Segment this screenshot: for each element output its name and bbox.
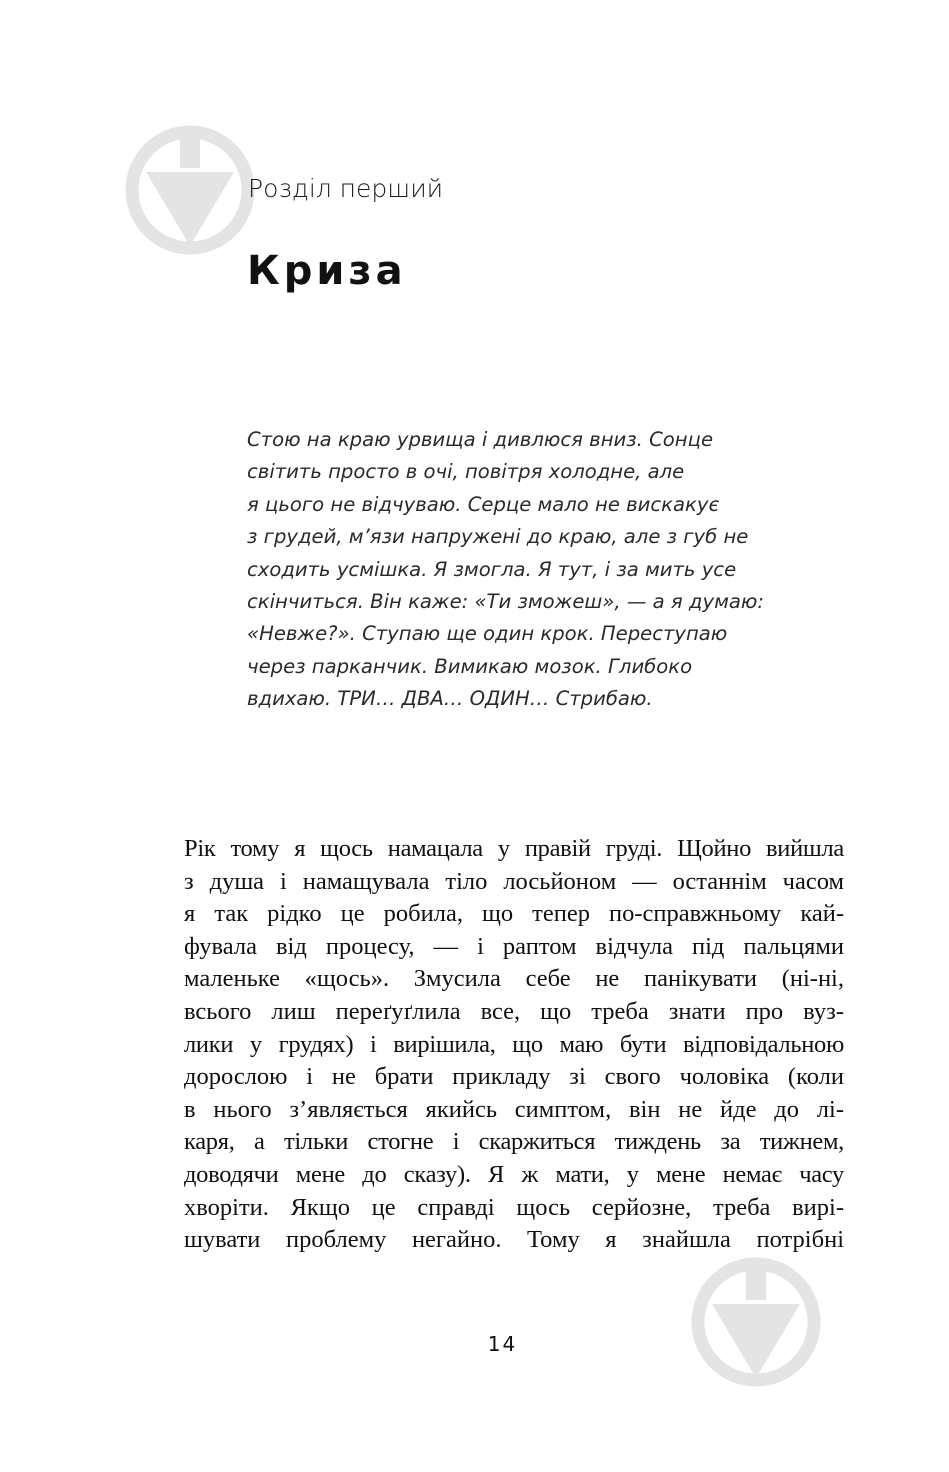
epigraph-line: через парканчик. Вимикаю мозок. Глибоко — [247, 654, 693, 678]
epigraph-line: світить просто в очі, повітря холодне, але — [247, 460, 685, 484]
body-line: лики у грудях) і вирішила, що маю бути відповідальною — [184, 1030, 844, 1058]
body-line: дорослою і не брати прикладу зі свого чоловіка (коли — [184, 1063, 844, 1091]
watermark-arrow-icon — [690, 1256, 822, 1388]
epigraph — [247, 424, 767, 716]
chapter-title: Криза — [247, 248, 407, 294]
body-line: в нього з’являється якийсь симптом, він не йде до лі- — [184, 1095, 844, 1123]
body-line: каря, а тільки стогне і скаржиться тиждень за тижнем, — [184, 1128, 844, 1156]
body-line: шувати проблему негайно. Тому я знайшла потрібні — [184, 1226, 844, 1254]
body-line: всього лиш переґуґлила все, що треба знати про вуз- — [184, 997, 844, 1025]
body-line: Рік тому я щось намацала у правій груді. Щойно вийшла — [184, 835, 844, 862]
chapter-label: Розділ перший — [248, 174, 444, 203]
epigraph-line: «Невже?». Ступаю ще один крок. Переступаю — [247, 622, 728, 646]
body-line: доводячи мене до сказу). Я ж мати, у мене немає часу — [184, 1160, 844, 1188]
epigraph-line: Стою на краю урвища і дивлюся вниз. Сонце — [247, 428, 714, 451]
body-line: я так рідко це робила, що тепер по-справжньому кай- — [184, 900, 844, 928]
body-line: маленьке «щось». Змусила себе не панікувати (ні-ні, — [184, 965, 844, 993]
page-number: 14 — [487, 1332, 518, 1356]
epigraph-line: скінчиться. Він каже: «Ти зможеш», — а я думаю: — [247, 590, 764, 614]
body-paragraph — [184, 833, 844, 1257]
watermark-arrow-icon — [124, 124, 256, 256]
epigraph-line: вдихаю. ТРИ… ДВА… ОДИН… Стрибаю. — [247, 687, 653, 711]
body-line: фувала від процесу, — і раптом відчула під пальцями — [184, 932, 844, 960]
body-line: з душа і намащувала тіло лосьйоном — останнім часом — [184, 867, 844, 895]
epigraph-line: я цього не відчуваю. Серце мало не вискакує — [247, 492, 720, 516]
body-line: хворіти. Якщо це справді щось серйозне, треба вирі- — [184, 1193, 844, 1221]
epigraph-line: з грудей, м’язи напружені до краю, але з губ не — [247, 525, 749, 549]
epigraph-line: сходить усмішка. Я змогла. Я тут, і за мить усе — [247, 557, 737, 581]
